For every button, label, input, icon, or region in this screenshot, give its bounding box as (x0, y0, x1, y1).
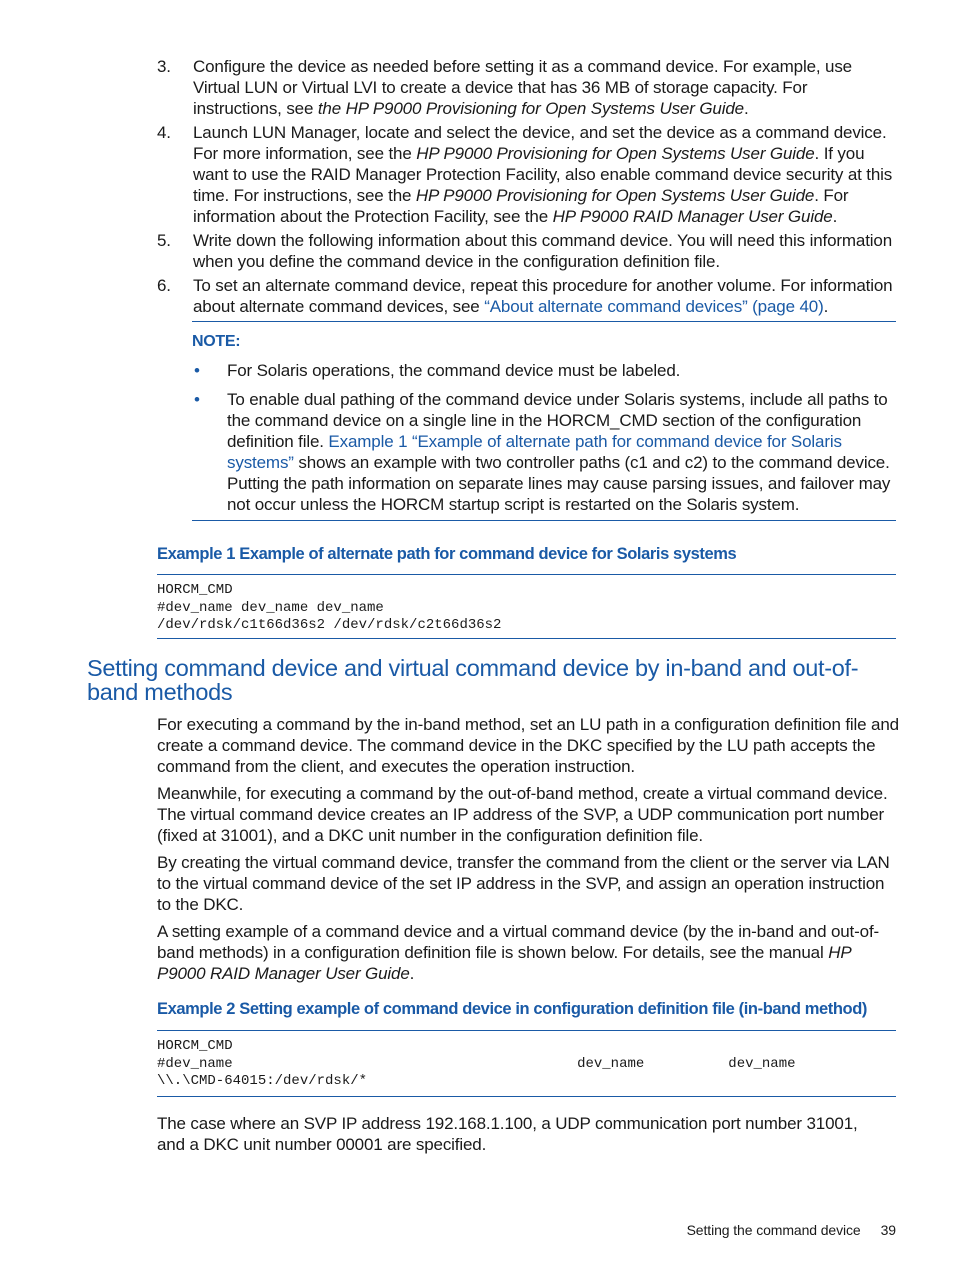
paragraph-text: By creating the virtual command device, transfer the command from the client or the server via LAN to the virtual command device of the set IP address in the SVP, and assign an operation instruction to the DKC. (157, 853, 890, 914)
closing-paragraph: The case where an SVP IP address 192.168.1.100, a UDP communication port number 31001, and a DKC unit number 00001 are specified. (157, 1114, 858, 1154)
step-text: To set an alternate command device, repeat this procedure for another volume. For information about alternate command devices, see (193, 276, 893, 316)
step-text-end: . (832, 207, 838, 226)
step-number: 4. (157, 123, 171, 142)
code-line: #dev_name dev_name dev_name (157, 599, 384, 616)
step-number: 6. (157, 276, 171, 295)
step-text: Configure the device as needed before setting it as a command device. For example, use Virtual LUN or Virtual LVI to create a device that has 36 MB of storage capacity. For instructions, see (193, 57, 852, 118)
paragraph-out-of-band (157, 783, 899, 846)
step-text: . If you want to use the RAID Manager Protection Facility, also enable command device security at this time. For instructions, see the (193, 144, 893, 205)
example-2-title: Example 2 Setting example of command device in configuration definition file (in-band method) (157, 1000, 867, 1018)
paragraph-in-band (157, 714, 899, 777)
code-line: /dev/rdsk/c1t66d36s2 /dev/rdsk/c2t66d36s2 (157, 617, 502, 633)
note-title: NOTE: (192, 333, 241, 350)
step-number: 5. (157, 231, 171, 250)
step-4 (157, 122, 897, 227)
code-line: HORCM_CMD (157, 1038, 233, 1054)
note-item (192, 389, 896, 515)
step-3 (157, 56, 897, 119)
step-text: Write down the following information about this command device. You will need this information when you define the command device in the configuration definition file. (193, 231, 893, 271)
book-title: HP P9000 RAID Manager User Guide (552, 207, 833, 226)
note-item (192, 360, 896, 381)
section-heading: Setting command device and virtual command device by in-band and out-of-band methods (87, 655, 859, 705)
note-text: For Solaris operations, the command device must be labeled. (227, 361, 681, 380)
page-footer (687, 1222, 896, 1238)
note-box (192, 321, 896, 521)
code-line: \\.\CMD-64015:/dev/rdsk/* (157, 1073, 368, 1089)
code-line: #dev_name dev_name dev_name (157, 1055, 796, 1072)
step-number: 3. (157, 57, 171, 76)
paragraph-text: For executing a command by the in-band method, set an LU path in a configuration definition file and create a command device. The command device in the DKC specified by the LU path accepts the command from the client, and executes the operation instruction. (157, 715, 899, 776)
example-1-code (157, 574, 896, 639)
step-text-end: . (743, 99, 749, 118)
book-title: HP P9000 Provisioning for Open Systems User Guide (416, 144, 815, 163)
paragraph-text-end: . (409, 964, 415, 983)
book-title: the HP P9000 Provisioning for Open Systems User Guide (317, 99, 744, 118)
bullet-icon: • (194, 361, 200, 380)
page-number: 39 (880, 1222, 896, 1238)
procedure-steps (157, 56, 897, 320)
paragraph-setting-example (157, 921, 899, 984)
example-1-title: Example 1 Example of alternate path for command device for Solaris systems (157, 545, 737, 563)
step-6 (157, 275, 897, 317)
step-text-end: . (823, 297, 829, 316)
bullet-icon: • (194, 390, 200, 409)
step-text: . For information about the Protection Facility, see the (193, 186, 849, 226)
example-1-link[interactable]: Example 1 “Example of alternate path for command device for Solaris systems” (227, 432, 842, 472)
note-text-end: shows an example with two controller paths (c1 and c2) to the command device. Putting the path information on separate lines may cause parsing issues, and failover may not occur unless the HORCM startup script is restarted on the Solaris system. (227, 453, 891, 514)
note-list (192, 360, 896, 523)
example-2-code (157, 1030, 896, 1097)
step-5 (157, 230, 897, 272)
step-text: Launch LUN Manager, locate and select the device, and set the device as a command device. For more information, see the (193, 123, 887, 163)
paragraph-text: Meanwhile, for executing a command by the out-of-band method, create a virtual command device. The virtual command device creates an IP address of the SVP, a UDP communication port number (fixed at 31001), and a DKC unit number in the configuration definition file. (157, 784, 888, 845)
paragraph-virtual-command-device (157, 852, 899, 915)
book-title: HP P9000 Provisioning for Open Systems User Guide (415, 186, 815, 205)
footer-section-title: Setting the command device (686, 1222, 861, 1238)
paragraph-text: A setting example of a command device and a virtual command device (by the in-band and out-of-band methods) in a configuration definition file is shown below. For details, see the manual (157, 922, 880, 962)
book-title: HP P9000 RAID Manager User Guide (157, 943, 851, 983)
alternate-command-devices-link[interactable]: “About alternate command devices” (page 40) (484, 297, 824, 316)
note-text: To enable dual pathing of the command device under Solaris systems, include all paths to the command device on a single line in the HORCM_CMD section of the configuration definition file. (227, 390, 888, 451)
code-line: HORCM_CMD (157, 582, 233, 598)
